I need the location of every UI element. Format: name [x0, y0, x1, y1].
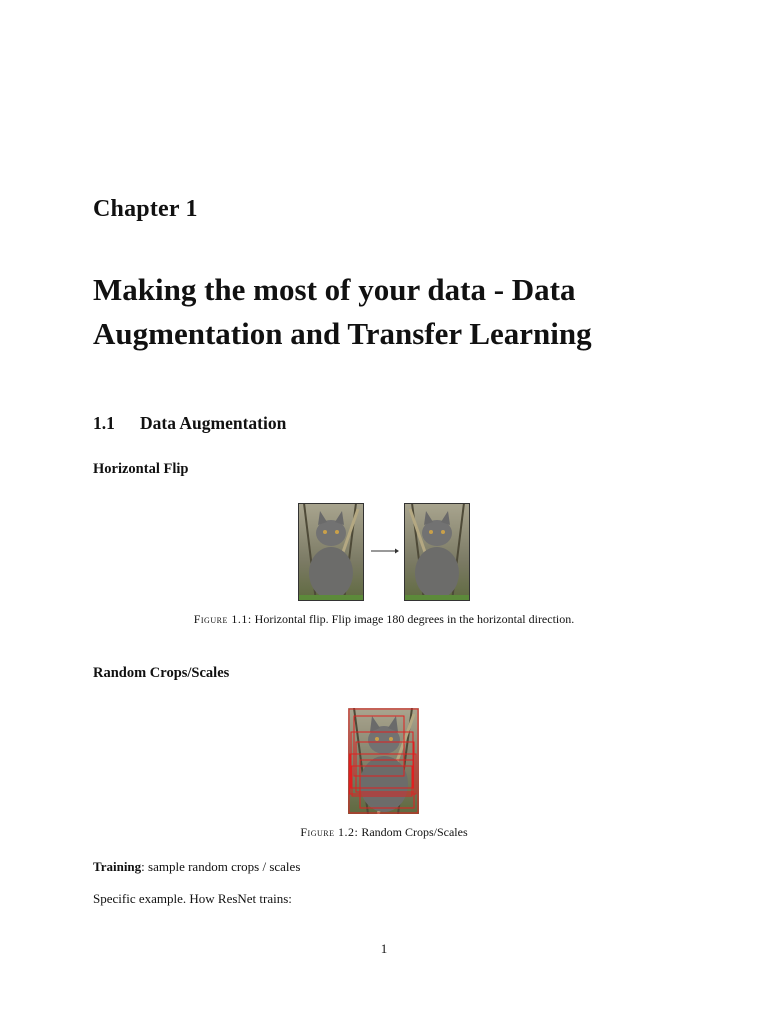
cat-photo-original [298, 503, 364, 601]
cat-photo-flipped [404, 503, 470, 601]
figure-1-2-label: Figure 1.2: [300, 825, 359, 839]
training-label: Training [93, 859, 142, 874]
arrow-icon [370, 546, 400, 556]
chapter-title: Making the most of your data - Data Augmentation and Transfer Learning [93, 272, 592, 351]
figure-1-2-caption [0, 825, 768, 840]
training-paragraph [93, 859, 300, 875]
figure-1-1-caption [0, 612, 768, 627]
subsection-horizontal-flip: Horizontal Flip [93, 461, 189, 477]
figure-1-1-text: Horizontal flip. Flip image 180 degrees in the horizontal direction. [254, 612, 575, 626]
chapter-label: Chapter 1 [93, 196, 198, 222]
page-number: 1 [380, 941, 388, 956]
training-text: : sample random crops / scales [141, 859, 301, 874]
figure-1-2-text: Random Crops/Scales [361, 825, 468, 839]
figure-1-1-label: Figure 1.1: [193, 612, 252, 626]
cat-photo-crops [348, 708, 419, 814]
section-heading [93, 413, 286, 434]
subsection-random-crops: Random Crops/Scales [93, 665, 230, 681]
section-title: Data Augmentation [140, 413, 287, 433]
example-paragraph: Specific example. How ResNet trains: [93, 891, 292, 906]
section-number: 1.1 [93, 413, 115, 433]
